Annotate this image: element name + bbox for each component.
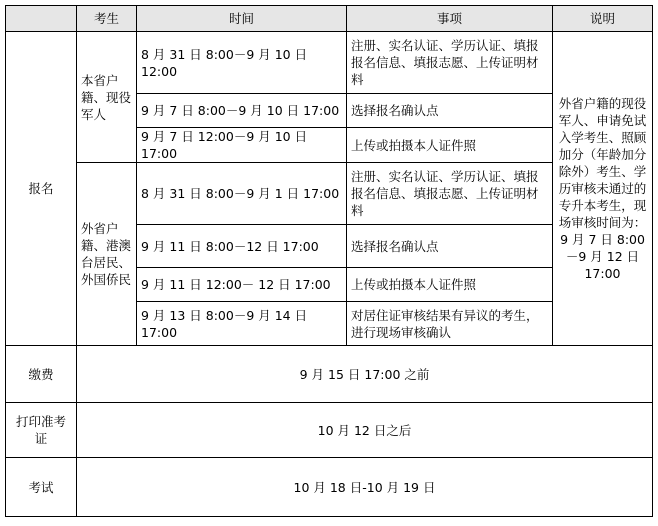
payment-row [6,346,653,403]
registration-note: 外省户籍的现役军人、申请免试入学考生、照顾加分（年龄加分除外）考生、学历审核未通过的专升本考生，现场审核时间为：9 月 7 日 8:00－9 月 12 日 17:00 [553,32,653,346]
exam-value: 10 月 18 日-10 月 19 日 [77,458,653,517]
admission-ticket-label: 打印准考证 [6,403,77,458]
item-cell: 上传或拍摄本人证件照 [347,268,553,302]
time-cell: 9 月 13 日 8:00－9 月 14 日 17:00 [137,302,347,346]
time-cell: 9 月 11 日 8:00－12 日 17:00 [137,225,347,268]
time-cell: 8 月 31 日 8:00－9 月 1 日 17:00 [137,163,347,225]
item-cell: 对居住证审核结果有异议的考生，进行现场审核确认 [347,302,553,346]
time-cell: 9 月 11 日 12:00－ 12 日 17:00 [137,268,347,302]
schedule-table [5,5,653,517]
header-row [6,6,653,32]
registration-label: 报名 [6,32,77,346]
header-time: 时间 [137,6,347,32]
exam-row [6,458,653,517]
item-cell: 选择报名确认点 [347,94,553,128]
payment-value: 9 月 15 日 17:00 之前 [77,346,653,403]
exam-label: 考试 [6,458,77,517]
admission-ticket-value: 10 月 12 日之后 [77,403,653,458]
group-other-label: 外省户籍、港澳台居民、外国侨民 [77,163,137,346]
header-blank [6,6,77,32]
item-cell: 注册、实名认证、学历认证、填报报名信息、填报志愿、上传证明材料 [347,163,553,225]
header-note: 说明 [553,6,653,32]
time-cell: 8 月 31 日 8:00－9 月 10 日 12:00 [137,32,347,94]
table-row [6,32,653,94]
time-cell: 9 月 7 日 12:00－9 月 10 日 17:00 [137,128,347,163]
item-cell: 注册、实名认证、学历认证、填报报名信息、填报志愿、上传证明材料 [347,32,553,94]
admission-ticket-row [6,403,653,458]
payment-label: 缴费 [6,346,77,403]
item-cell: 上传或拍摄本人证件照 [347,128,553,163]
header-candidate: 考生 [77,6,137,32]
group-local-label: 本省户籍、现役军人 [77,32,137,163]
header-item: 事项 [347,6,553,32]
item-cell: 选择报名确认点 [347,225,553,268]
time-cell: 9 月 7 日 8:00－9 月 10 日 17:00 [137,94,347,128]
